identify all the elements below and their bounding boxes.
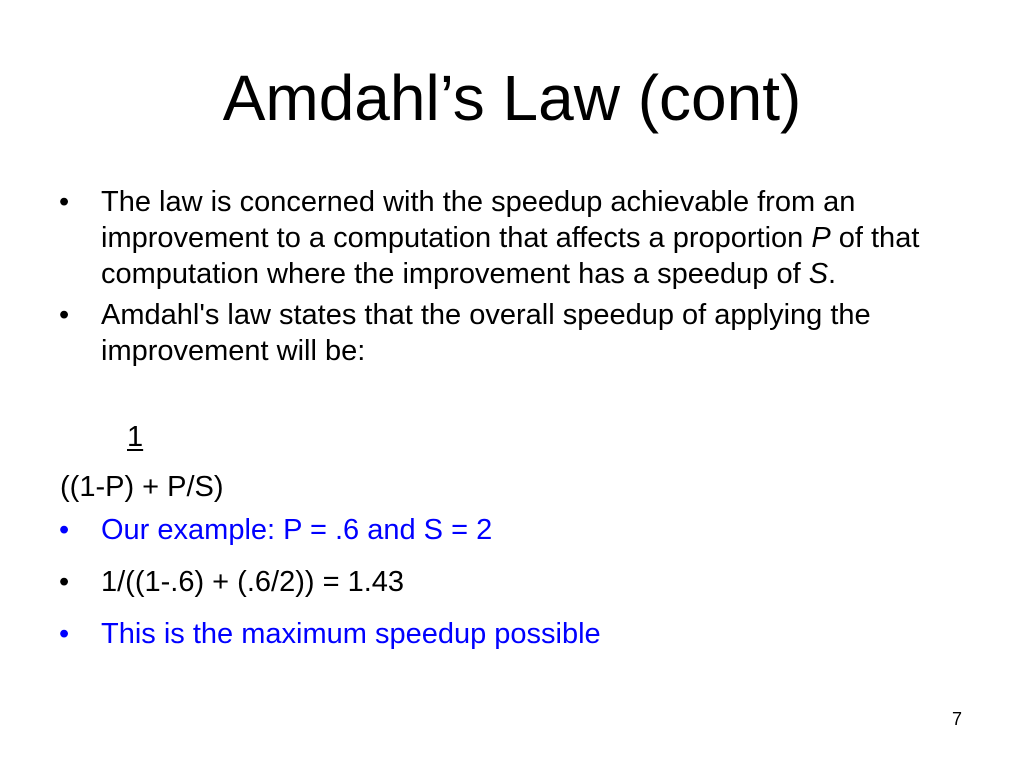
bullet-text: [101, 186, 919, 290]
text-segment: of that computation where the improvement has a speedup of: [101, 222, 920, 290]
bullet-marker: •: [59, 299, 70, 331]
page-number: 7: [951, 709, 962, 729]
bullet-text: Our example: P = .6 and S = 2: [101, 514, 493, 546]
text-segment: .: [828, 258, 837, 290]
bullet-marker: •: [59, 186, 70, 218]
bullet-list-bottom: [55, 512, 975, 668]
slide-title: Amdahl’s Law (cont): [222, 62, 802, 134]
bullet-list-top: [55, 184, 975, 374]
formula-denominator: ((1-P) + P/S): [60, 471, 224, 503]
bullet-item-maximum: [55, 616, 975, 652]
formula-numerator: 1: [127, 421, 144, 453]
variable-s: S: [808, 258, 829, 290]
bullet-item-law-description: [55, 184, 975, 292]
bullet-text: Amdahl's law states that the overall speedup of applying the improvement will be:: [101, 299, 871, 367]
bullet-marker: •: [59, 566, 70, 598]
bullet-item-law-statement: [55, 297, 975, 369]
variable-p: P: [811, 222, 831, 254]
bullet-text: 1/((1-.6) + (.6/2)) = 1.43: [101, 566, 405, 598]
text-segment: The law is concerned with the speedup achievable from an improvement to a computation that affects a proportion: [101, 186, 856, 254]
bullet-text: This is the maximum speedup possible: [101, 618, 601, 650]
bullet-marker: •: [59, 618, 70, 650]
bullet-marker: •: [59, 514, 70, 546]
bullet-item-example: [55, 512, 975, 548]
bullet-item-calculation: [55, 564, 975, 600]
